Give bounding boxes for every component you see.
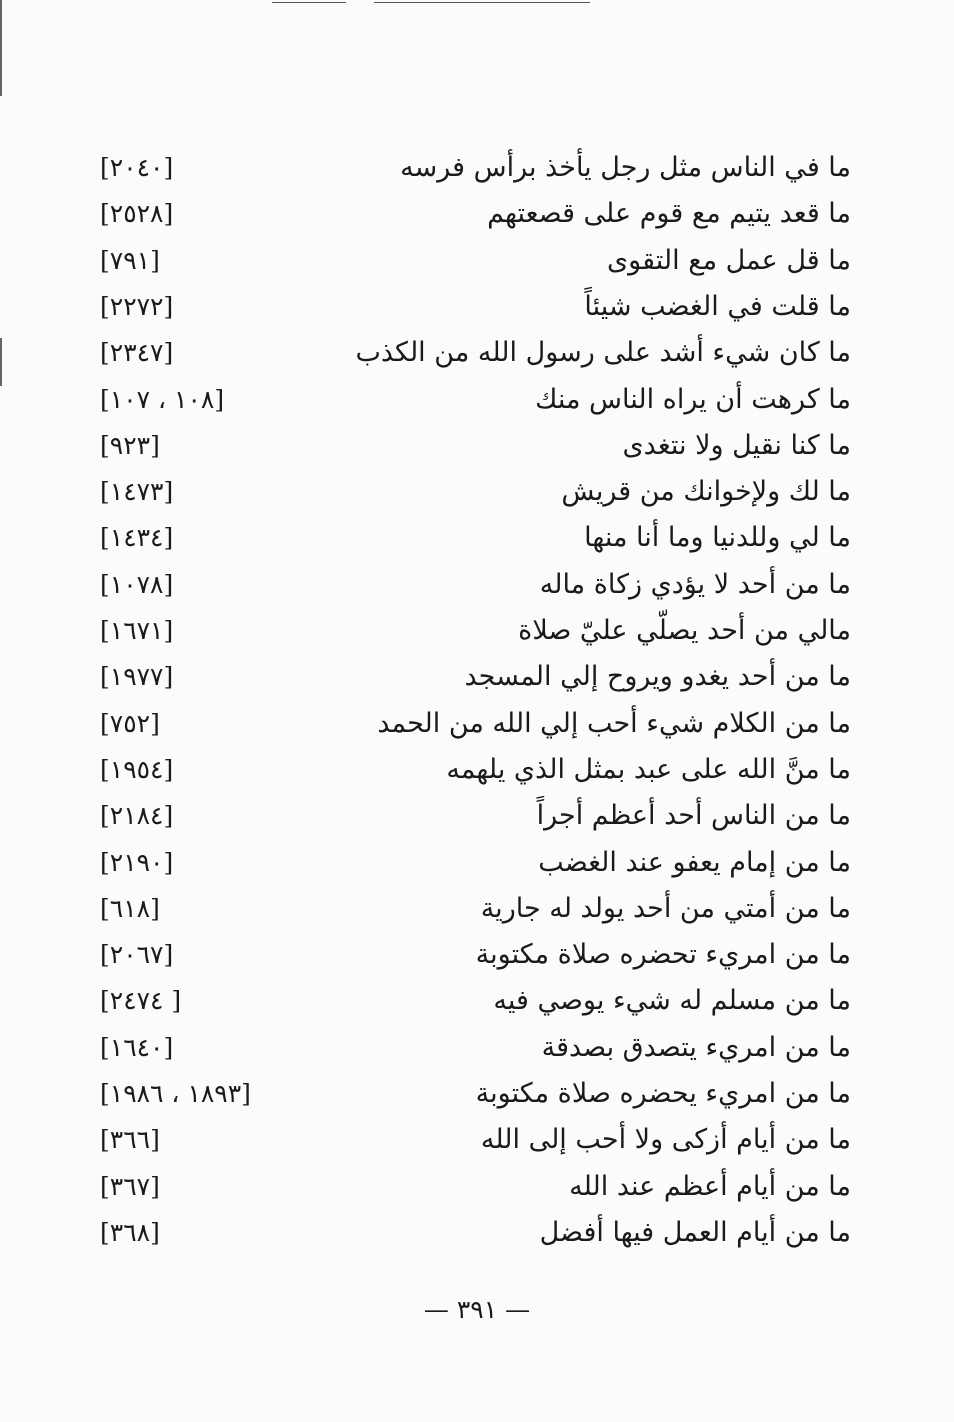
entry-text: ما كرهت أن يراه الناس منك [535, 383, 851, 415]
page-number: — ٣٩١ — [423, 1295, 531, 1324]
entry-text: ما لك ولإخوانك من قريش [561, 476, 851, 508]
entry-text: ما من أيام أزكى ولا أحب إلى الله [480, 1124, 851, 1156]
entry-text: ما كان شيء أشد على رسول الله من الكذب [355, 337, 851, 369]
entry-reference: [١٠٧٨] [100, 569, 174, 599]
index-entry [0, 562, 954, 608]
index-entry [0, 886, 954, 932]
entry-text: ما من أمتي من أحد يولد له جارية [480, 892, 851, 924]
index-entry [0, 423, 954, 469]
index-entry [0, 191, 954, 237]
index-entry [0, 608, 954, 654]
entry-text: ما قعد يتيم مع قوم على قصعتهم [487, 198, 851, 230]
entry-text: ما من الكلام شيء أحب إلي الله من الحمد [377, 707, 851, 739]
entry-text: ما من امريء تحضره صلاة مكتوبة [475, 939, 851, 971]
entry-text: ما من أيام أعظم عند الله [569, 1170, 851, 1202]
entry-text: ما من أيام العمل فيها أفضل [539, 1216, 851, 1248]
index-entry [0, 747, 954, 793]
index-entry [0, 793, 954, 839]
entry-reference: [١٦٧١] [100, 616, 174, 645]
entry-text: ما من الناس أحد أعظم أجراً [536, 800, 851, 832]
index-entry [0, 701, 954, 747]
entry-text: ما قلت في الغضب شيئاً [584, 290, 851, 322]
index-entry [0, 469, 954, 515]
entry-reference: [١٦٤٠] [100, 1032, 174, 1062]
index-entry [0, 1117, 954, 1163]
entry-reference: [٢٣٤٧] [100, 338, 174, 368]
index-entry [0, 330, 954, 376]
index-entry [0, 978, 954, 1024]
entry-reference: [٧٩١] [100, 245, 160, 275]
entry-reference: [ ٢٤٧٤] [100, 986, 182, 1016]
index-entry [0, 1025, 954, 1071]
entry-reference: [٢٢٧٢] [100, 291, 174, 321]
entry-reference: [٢٠٤٠] [100, 153, 174, 182]
entry-reference: [١٤٣٤] [100, 523, 174, 553]
entry-reference: [١٩٧٧] [100, 662, 174, 692]
entry-text: ما كنا نقيل ولا نتغدى [622, 429, 851, 461]
entry-text: ما لي وللدنيا وما أنا منها [584, 522, 851, 554]
entry-text: ما من امريء يتصدق بصدقة [541, 1031, 851, 1063]
entry-reference: [٢٥٢٨] [100, 199, 174, 229]
index-entry [0, 515, 954, 561]
index-entry [0, 1164, 954, 1210]
entry-text: ما من مسلم له شيء يوصي فيه [493, 985, 851, 1017]
entry-reference: [٦١٨] [100, 893, 160, 923]
entry-text: ما من أحد يغدو ويروح إلي المسجد [464, 661, 851, 693]
index-entry [0, 238, 954, 284]
entry-reference: [٣٦٧] [100, 1171, 160, 1201]
entry-reference: [٩٢٣] [100, 430, 160, 460]
entry-reference: [٢٠٦٧] [100, 940, 174, 970]
index-entry [0, 145, 954, 191]
index-entry [0, 284, 954, 330]
entry-reference: [٢١٩٠] [100, 847, 174, 877]
entry-text: ما من إمام يعفو عند الغضب [538, 846, 851, 878]
index-entry [0, 1210, 954, 1256]
entry-reference: [٢١٨٤] [100, 801, 174, 831]
entry-text: ما منَّ الله على عبد بمثل الذي يلهمه [446, 753, 851, 785]
index-entry [0, 1071, 954, 1117]
index-entry [0, 654, 954, 700]
entry-text: مالي من أحد يصلّي عليّ صلاة [518, 615, 851, 646]
entry-text: ما من امريء يحضره صلاة مكتوبة [475, 1078, 851, 1109]
entry-text: ما في الناس مثل رجل يأخذ برأس فرسه [400, 152, 851, 183]
entry-reference: [١٠٨ ، ١٠٧] [100, 384, 225, 414]
index-entry [0, 377, 954, 423]
entry-reference: [١٩٥٤] [100, 754, 174, 784]
entry-reference: [٣٦٨] [100, 1217, 160, 1247]
entry-reference: [١٤٧٣] [100, 477, 174, 507]
entry-reference: [٣٦٦] [100, 1125, 160, 1155]
entry-text: ما قل عمل مع التقوى [607, 244, 851, 276]
entry-reference: [١٨٩٣ ، ١٩٨٦] [100, 1079, 251, 1108]
index-entry [0, 932, 954, 978]
entry-reference: [٧٥٢] [100, 708, 160, 738]
entry-text: ما من أحد لا يؤدي زكاة ماله [539, 568, 851, 600]
index-entry [0, 840, 954, 886]
